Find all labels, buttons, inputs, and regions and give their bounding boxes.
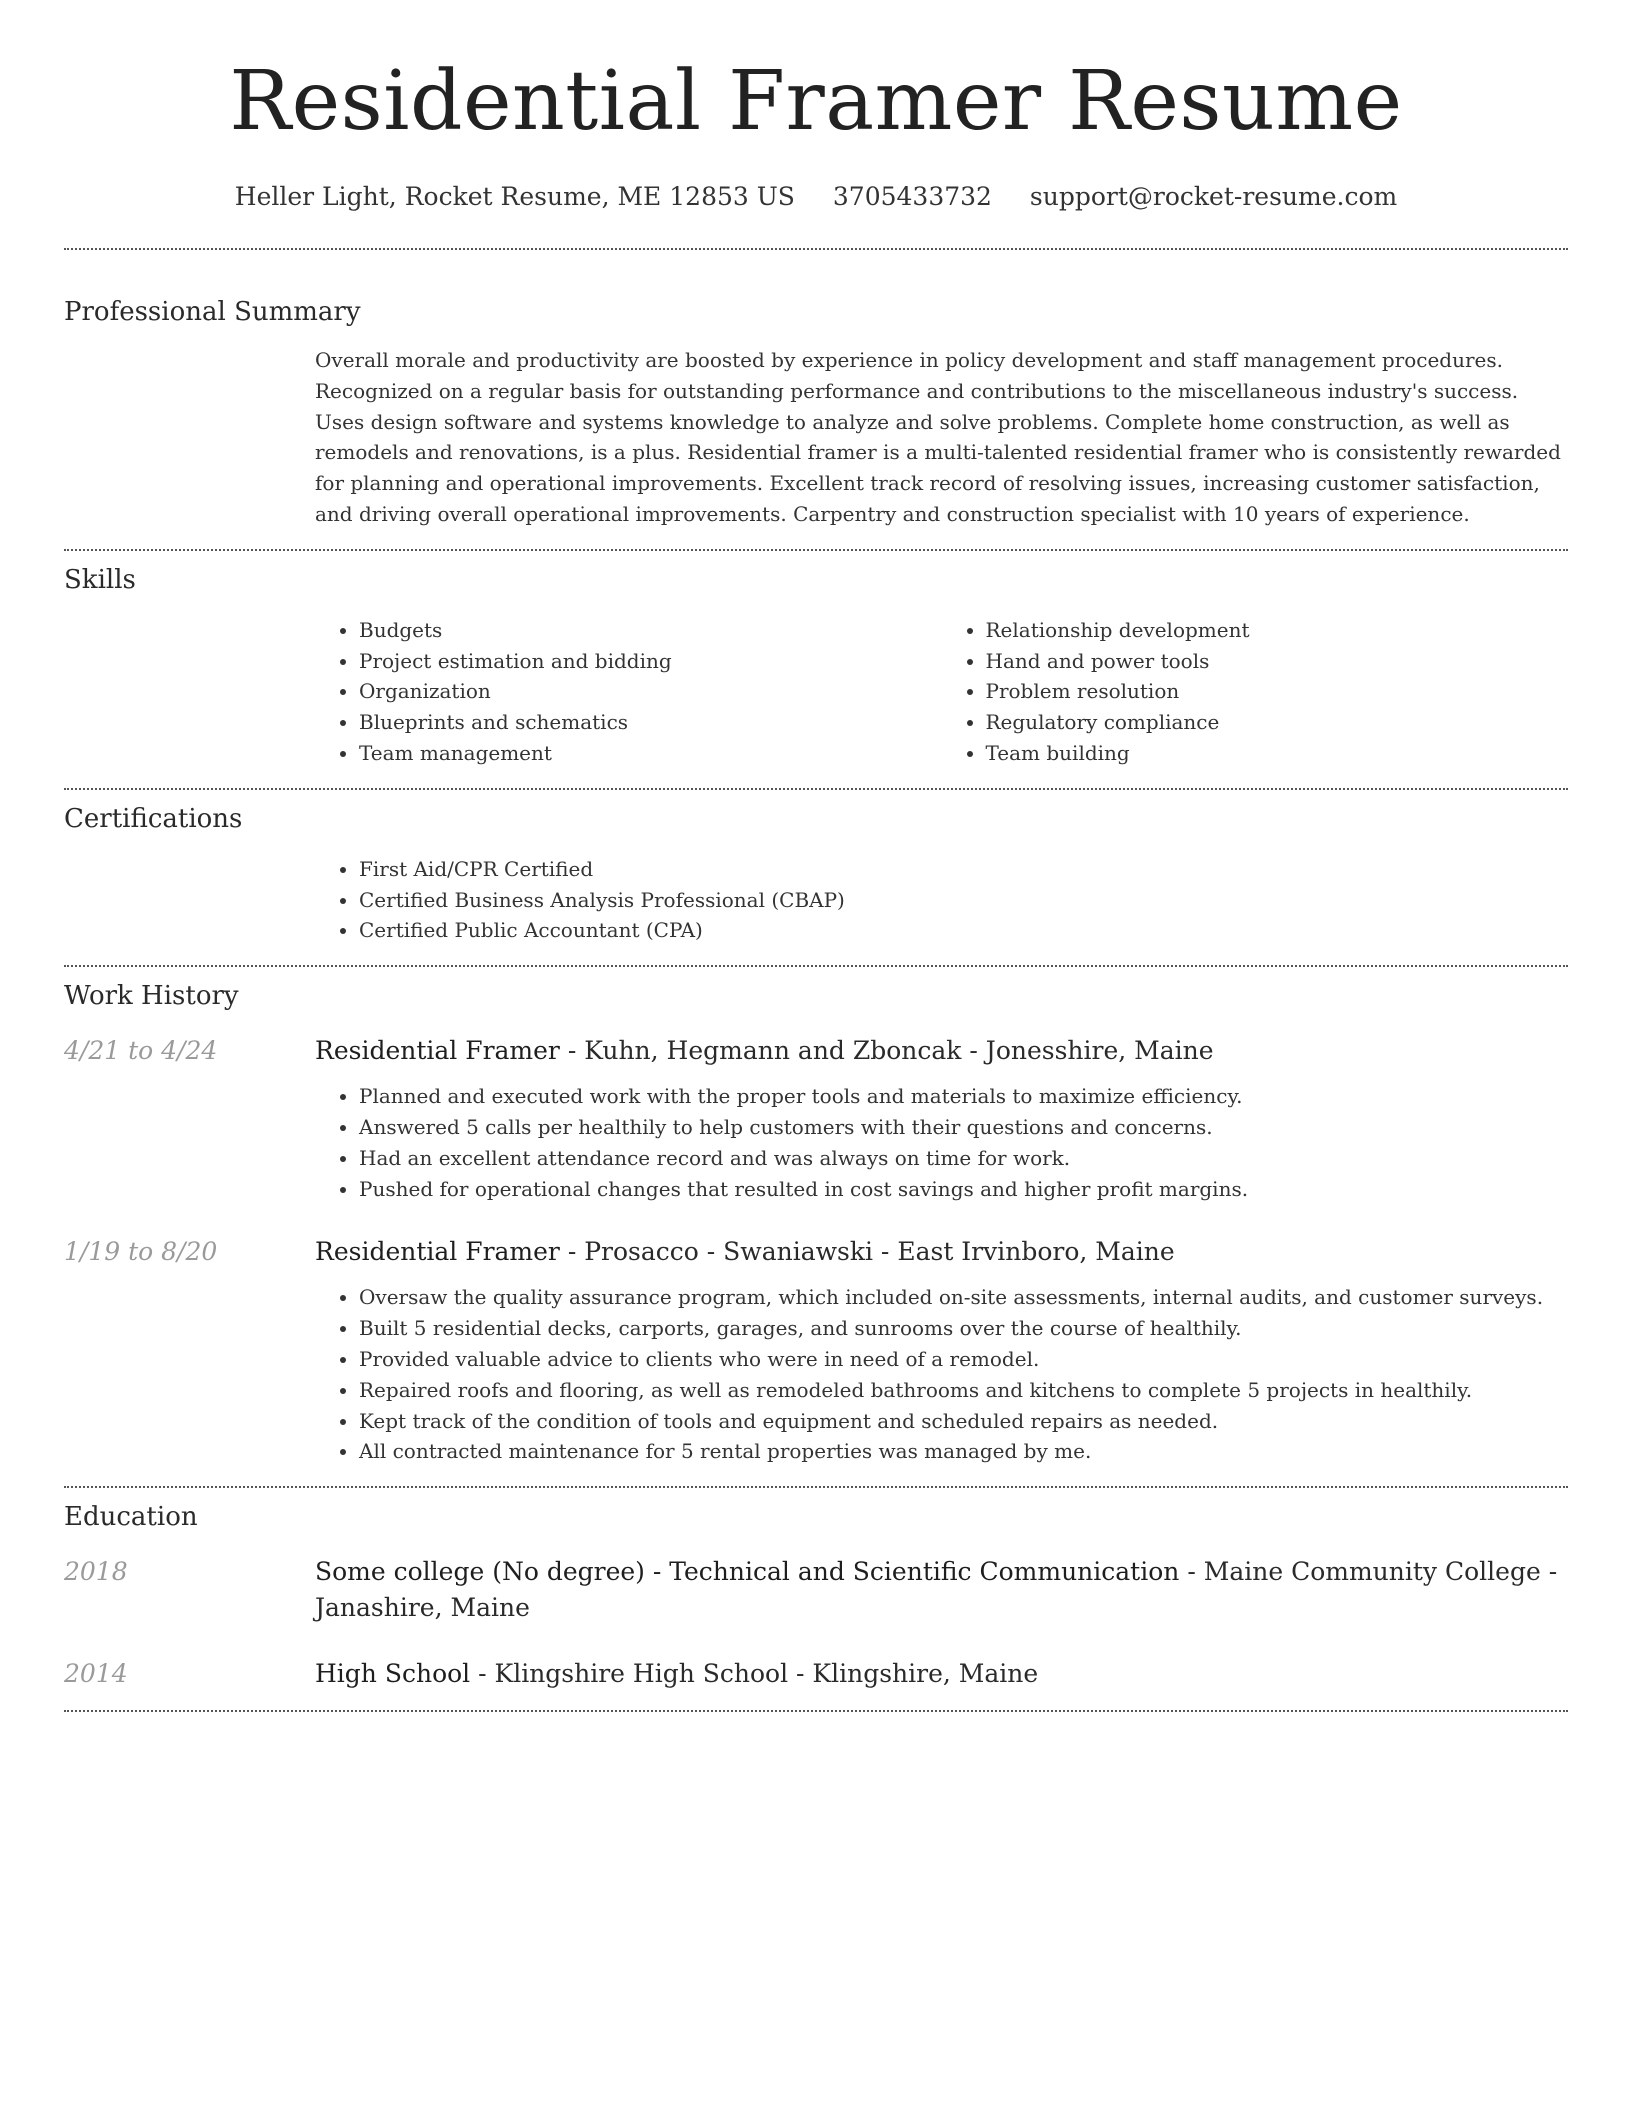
divider [64,965,1568,967]
job-heading [315,1033,1568,1069]
certification-item: • First Aid/CPR Certified [359,854,1568,885]
certification-item: • Certified Business Analysis Professional (CBAP) [359,885,1568,916]
education-heading-line [315,1554,1568,1626]
skills-list-left [315,615,942,769]
education-year: 2014 [64,1659,128,1689]
divider [64,788,1568,790]
contact-line [64,180,1568,214]
job-duty: • Provided valuable advice to clients who were in need of a remodel. [359,1344,1568,1375]
divider [64,1486,1568,1488]
skills-grid [315,615,1568,769]
job-duty: • Planned and executed work with the proper tools and materials to maximize efficiency. [359,1081,1568,1112]
skill-item: • Organization [359,676,942,707]
job-duties [315,1282,1568,1467]
education-heading-line [315,1656,1568,1692]
job-duty: • Built 5 residential decks, carports, garages, and sunrooms over the course of healthily. [359,1313,1568,1344]
job-duty: • Answered 5 calls per healthily to help customers with their questions and concerns. [359,1112,1568,1143]
certifications-list [315,854,1568,946]
job-entry [64,1033,1568,1204]
resume-page [64,0,1568,1712]
contact-phone: 3705433732 [832,182,992,211]
divider [64,1710,1568,1712]
contact-address: Heller Light, Rocket Resume, ME 12853 US [234,182,795,211]
job-duty: • Pushed for operational changes that resulted in cost savings and higher profit margins. [359,1174,1568,1205]
skills-heading: Skills [64,564,136,595]
job-duty: • All contracted maintenance for 5 rental properties was managed by me. [359,1436,1568,1467]
job-dates: 1/19 to 8/20 [64,1237,218,1267]
education-degree: High School [315,1659,471,1689]
education-body [315,1554,1568,1626]
summary-section [64,295,1568,530]
job-employer: - Kuhn, Hegmann and Zboncak - Jonesshire, Maine [559,1036,1214,1066]
education-section [64,1500,1568,1692]
job-duties [315,1081,1568,1204]
job-duty: • Had an excellent attendance record and was always on time for work. [359,1143,1568,1174]
certifications-heading: Certifications [64,803,243,834]
education-entry [64,1656,1568,1692]
divider [64,248,1568,250]
skills-list-right [942,615,1569,769]
skill-item: • Regulatory compliance [986,707,1569,738]
certifications-section [64,802,1568,946]
skill-item: • Problem resolution [986,676,1569,707]
job-duty: • Repaired roofs and flooring, as well as remodeled bathrooms and kitchens to complete 5 projects in healthily. [359,1375,1568,1406]
skill-item: • Team building [986,738,1569,769]
job-body [315,1033,1568,1204]
education-school: - Klingshire High School - Klingshire, Maine [470,1659,1039,1689]
job-dates: 4/21 to 4/24 [64,1036,218,1066]
skill-item: • Team management [359,738,942,769]
job-role: Residential Framer [315,1036,560,1066]
summary-heading: Professional Summary [64,297,361,327]
divider [64,549,1568,551]
job-duty: • Oversaw the quality assurance program, which included on-site assessments, internal audits, and customer surveys. [359,1282,1568,1313]
education-year: 2018 [64,1557,128,1587]
skill-item: • Hand and power tools [986,646,1569,677]
skill-item: • Relationship development [986,615,1569,646]
work-history-section [64,979,1568,1467]
education-body [315,1656,1568,1692]
education-degree: Some college (No degree) - Technical and Scientific Communication [315,1557,1180,1587]
job-heading [315,1234,1568,1270]
resume-title: Residential Framer Resume [229,54,1403,149]
education-entry [64,1554,1568,1626]
education-heading: Education [64,1502,198,1533]
skill-item: • Blueprints and schematics [359,707,942,738]
summary-text: Overall morale and productivity are boosted by experience in policy development and staff management procedures. Recognized on a regular basis for outstanding performance and contributions to the miscellaneous industry's success. Uses design software and systems knowledge to analyze and solve problems. Complete home construction, as well as remodels and renovations, is a plus. Residential framer is a multi-talented residential framer who is consistently rewarded for planning and operational improvements. Excellent track record of resolving issues, increasing customer satisfaction, and driving overall operational improvements. Carpentry and construction specialist with 10 years of experience. [315,348,1561,526]
job-body [315,1234,1568,1467]
work-history-heading: Work History [64,981,239,1012]
certifications-content [315,854,1568,946]
skill-item: • Budgets [359,615,942,646]
job-employer: - Prosacco - Swaniawski - East Irvinboro, Maine [559,1237,1175,1267]
certification-item: • Certified Public Accountant (CPA) [359,915,1568,946]
skill-item: • Project estimation and bidding [359,646,942,677]
job-role: Residential Framer [315,1237,560,1267]
skills-section [64,563,1568,769]
education-school: - Maine Community College - Janashire, Maine [315,1557,1558,1623]
job-duty: • Kept track of the condition of tools and equipment and scheduled repairs as needed. [359,1406,1568,1437]
job-entry [64,1234,1568,1467]
contact-email: support@rocket-resume.com [1029,182,1398,211]
